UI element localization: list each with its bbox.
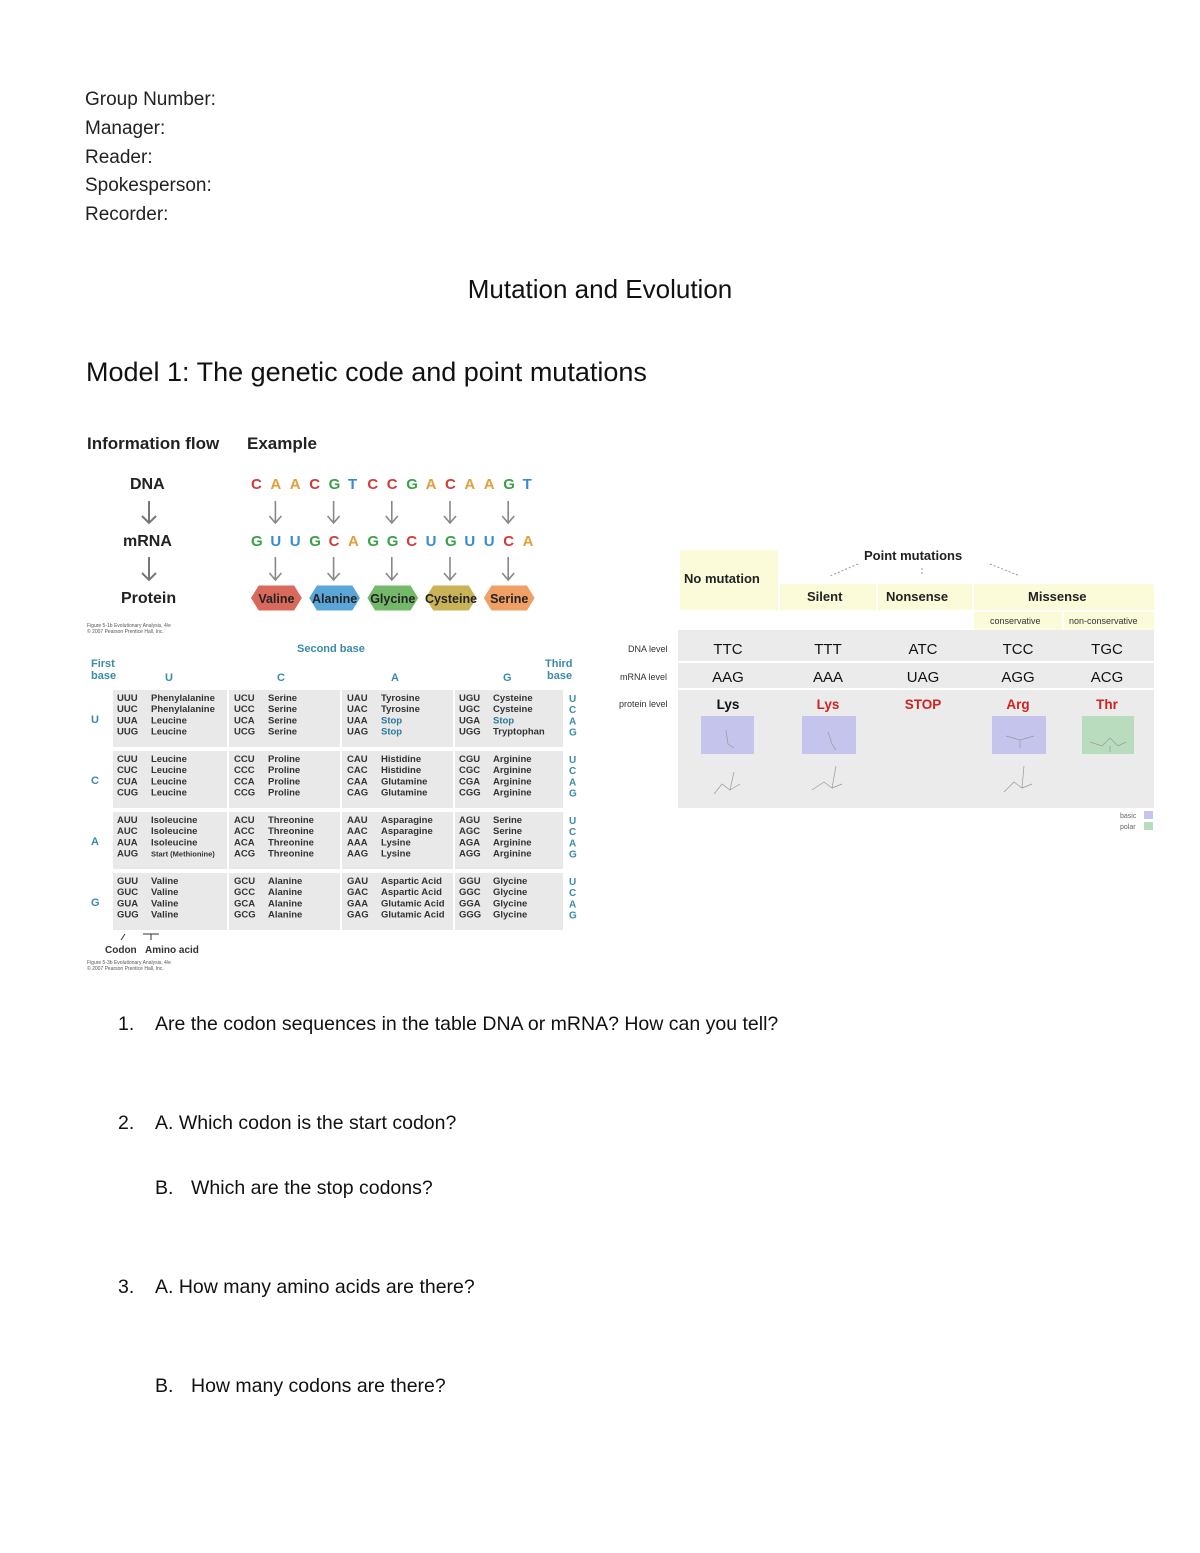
information-flow-figure [85, 425, 545, 640]
amino-acid: Leucine [151, 754, 187, 765]
amino-acid-label: Amino acid [145, 945, 199, 956]
codon: AAC [347, 826, 368, 838]
header-silent: Silent [807, 589, 843, 604]
amino-acid: Asparagine [381, 815, 433, 826]
third-base-label: Third base [545, 658, 573, 682]
mrna-base: C [328, 533, 340, 550]
amino-acid: Stop [381, 715, 403, 727]
codon: UAU [347, 693, 368, 704]
amino-acid: Serine [268, 704, 298, 716]
protein-level-value: Arg [1006, 697, 1030, 712]
group-roles [85, 86, 216, 230]
dna-base: C [367, 476, 379, 493]
codon: UAG [347, 726, 369, 738]
codon-table-caption [87, 960, 171, 972]
codon: GUC [117, 887, 139, 899]
caption-line: © 2007 Pearson Prentice Hall, Inc. [87, 966, 164, 972]
amino-acid: Threonine [268, 848, 314, 860]
amino-acid: Threonine [268, 826, 314, 838]
codon: UUA [117, 715, 138, 727]
third-base-header: U [569, 694, 577, 705]
dna-base: A [483, 476, 495, 493]
sequence-arrow [269, 501, 281, 523]
codon: GUG [117, 909, 139, 921]
sequence-arrow [269, 557, 281, 580]
protein-label: Valine [258, 592, 295, 606]
codon: CAG [347, 787, 369, 799]
codon: UGC [459, 704, 481, 716]
amino-acid: Alanine [268, 887, 303, 899]
codon: CGC [459, 765, 481, 777]
codon-grid [91, 672, 577, 930]
question-1: 1. Are the codon sequences in the table DNA or mRNA? How can you tell? [118, 1013, 779, 1035]
dna-base: C [445, 476, 456, 493]
point-mutations-figure [610, 540, 1170, 840]
codon: GGU [459, 876, 481, 887]
document-title: Mutation and Evolution [467, 274, 733, 304]
codon: CCC [234, 765, 255, 777]
third-base-header: G [569, 849, 577, 861]
first-base-header: C [91, 775, 99, 787]
codon: UGA [459, 715, 481, 727]
amino-acid: Arginine [493, 837, 532, 849]
info-flow-header: Information flow [87, 434, 220, 453]
codon: UCC [234, 704, 255, 716]
amino-acid: Leucine [151, 776, 187, 788]
amino-acid: Glycine [493, 887, 528, 899]
mrna-level-value: AAG [712, 669, 744, 686]
model-title: Model 1: The genetic code and point mutations [86, 357, 647, 387]
role-recorder: Recorder: [85, 204, 169, 226]
amino-acid: Serine [268, 693, 298, 704]
codon: CUG [117, 787, 139, 799]
codon: GUA [117, 898, 139, 910]
codon: CUU [117, 754, 138, 765]
codon: UUG [117, 726, 139, 738]
amino-acid: Valine [151, 898, 179, 910]
mrna-base: U [425, 533, 437, 550]
sequence-arrow [502, 557, 514, 580]
legend-basic-swatch [1144, 811, 1153, 819]
legend-polar-label: polar [1120, 824, 1136, 831]
codon: CUC [117, 765, 138, 777]
amino-acid: Glycine [493, 909, 528, 921]
amino-acid: Serine [493, 826, 523, 838]
amino-acid: Phenylalanine [151, 693, 215, 704]
row-label-protein: protein level [619, 699, 668, 709]
codon: AGG [459, 848, 481, 860]
header-conservative: conservative [990, 616, 1041, 626]
amino-acid: Glycine [493, 876, 528, 887]
codon: UCG [234, 726, 256, 738]
sequence-arrow [386, 557, 398, 580]
amino-acid: Glutamine [381, 776, 428, 788]
amino-acid: Tryptophan [493, 726, 545, 738]
amino-acid: Proline [268, 765, 301, 777]
codon: GAC [347, 887, 369, 899]
dna-base: T [522, 476, 532, 493]
amino-acid: Threonine [268, 815, 314, 826]
codon: UGG [459, 726, 481, 738]
codon: GGA [459, 898, 481, 910]
amino-acid: Valine [151, 876, 179, 887]
codon: ACA [234, 837, 255, 849]
amino-acid: Tyrosine [381, 693, 420, 704]
question-3b: B. How many codons are there? [155, 1375, 446, 1397]
codon: AGU [459, 815, 481, 826]
row-label-mrna: mRNA level [620, 672, 668, 682]
protein-label: Serine [490, 592, 529, 606]
mrna-base: C [406, 533, 418, 550]
amino-acid: Isoleucine [151, 815, 198, 826]
codon: UUC [117, 704, 138, 716]
amino-acid: Valine [151, 887, 179, 899]
codon: GAU [347, 876, 369, 887]
question-2b: B. Which are the stop codons? [155, 1177, 433, 1199]
first-base-header: U [91, 714, 99, 726]
amino-acid: Leucine [151, 787, 187, 799]
third-base-header: A [569, 716, 577, 728]
amino-acid: Arginine [493, 765, 532, 777]
dna-base: A [270, 476, 282, 493]
pm-title-lines [830, 564, 1020, 576]
third-base-header: A [569, 899, 577, 911]
role-spokesperson: Spokesperson: [85, 175, 212, 197]
lys-structure-box [701, 716, 754, 754]
third-base-header: U [569, 877, 577, 888]
codon: AGC [459, 826, 481, 838]
mrna-level-value: UAG [906, 669, 940, 686]
dna-level-value: ATC [908, 641, 938, 658]
first-base-header: G [91, 897, 100, 909]
sequence-arrow [502, 501, 514, 523]
amino-acid: Isoleucine [151, 826, 198, 838]
codon: CAC [347, 765, 368, 777]
codon: CGA [459, 776, 481, 788]
amino-acid: Start (Methionine) [151, 849, 215, 859]
dna-base: G [328, 476, 341, 493]
role-reader: Reader: [85, 146, 153, 168]
dna-base: A [289, 476, 301, 493]
dna-base: A [464, 476, 476, 493]
codon: GGG [459, 909, 482, 921]
amino-acid: Lysine [381, 837, 411, 849]
amino-acid: Glutamic Acid [381, 909, 445, 921]
second-base-header: U [165, 672, 173, 684]
codon: CUA [117, 776, 138, 788]
dna-base: C [386, 476, 398, 493]
codon: AAU [347, 815, 368, 826]
first-base-header: A [91, 836, 99, 848]
codon: ACU [234, 815, 255, 826]
legend-basic-label: basic [1120, 813, 1137, 820]
third-base-header: C [569, 766, 577, 778]
third-base-header: G [569, 788, 577, 800]
mrna-base: U [483, 533, 495, 550]
codon: GCG [234, 909, 256, 921]
codon-label: Codon [105, 945, 137, 956]
codon: UUU [117, 693, 138, 704]
amino-acid: Leucine [151, 726, 187, 738]
dna-level-value: TTC [713, 641, 743, 658]
third-base-header: C [569, 705, 577, 717]
codon: GCU [234, 876, 256, 887]
amino-acid: Leucine [151, 715, 187, 727]
protein-level-value: Lys [816, 697, 840, 712]
header-non-conservative: non-conservative [1069, 616, 1138, 626]
dna-base: G [406, 476, 418, 493]
thr-structure-box [1082, 716, 1134, 754]
third-base-header: G [569, 910, 577, 922]
mrna-sequence [251, 533, 534, 550]
dna-base: T [348, 476, 358, 493]
third-base-header: A [569, 777, 577, 789]
header-nonsense: Nonsense [886, 589, 949, 604]
sequence-arrow [444, 501, 456, 523]
amino-acid: Glutamic Acid [381, 898, 445, 910]
role-manager: Manager: [85, 117, 166, 139]
header-no-mutation: No mutation [684, 571, 760, 586]
amino-acid: Lysine [381, 848, 411, 860]
header-missense: Missense [1028, 589, 1087, 604]
amino-acid: Serine [493, 815, 523, 826]
amino-acid: Phenylalanine [151, 704, 215, 716]
amino-acid: Histidine [381, 765, 422, 777]
amino-acid: Arginine [493, 848, 532, 860]
codon: UGU [459, 693, 481, 704]
amino-acid: Glutamine [381, 787, 428, 799]
amino-acid: Arginine [493, 754, 532, 765]
codon: AGA [459, 837, 481, 849]
level-protein: Protein [121, 590, 177, 607]
protein-label: Alanine [312, 592, 358, 606]
codon: AUA [117, 837, 138, 849]
mrna-base: G [445, 533, 457, 550]
codon: CGU [459, 754, 481, 765]
amino-acid: Proline [268, 787, 301, 799]
amino-acid: Stop [381, 726, 403, 738]
dna-base: G [503, 476, 515, 493]
codon: AAG [347, 848, 369, 860]
protein-level-value: Thr [1096, 697, 1118, 712]
amino-acid: Alanine [268, 909, 303, 921]
mrna-level-value: AGG [1001, 669, 1035, 686]
codon: UAC [347, 704, 368, 716]
second-base-label: Second base [297, 643, 365, 655]
third-base-header: C [569, 827, 577, 839]
codon: GCC [234, 887, 256, 899]
dna-level-value: TTT [814, 641, 842, 658]
amino-acid: Alanine [268, 876, 303, 887]
third-base-header: U [569, 816, 577, 827]
codon: AAA [347, 837, 368, 849]
mrna-base: U [464, 533, 476, 550]
point-mutations-title: Point mutations [864, 548, 963, 563]
codon: AUG [117, 848, 139, 860]
amino-acid: Proline [268, 776, 301, 788]
codon: ACG [234, 848, 256, 860]
second-base-header: G [503, 672, 512, 684]
sequence-arrow [328, 557, 340, 580]
amino-acid: Valine [151, 909, 179, 921]
level-dna: DNA [130, 476, 165, 493]
protein-label: Cysteine [424, 592, 478, 606]
dna-sequence [251, 476, 532, 493]
protein-label: Glycine [370, 592, 416, 606]
codon: GUU [117, 876, 139, 887]
codon: ACC [234, 826, 255, 838]
codon: GAA [347, 898, 369, 910]
codon: CCG [234, 787, 256, 799]
amino-acid: Threonine [268, 837, 314, 849]
figure-caption [87, 623, 171, 635]
codon: GGC [459, 887, 481, 899]
amino-acid: Alanine [268, 898, 303, 910]
role-group-number: Group Number: [85, 89, 216, 110]
codon: AUU [117, 815, 138, 826]
caption-line: © 2007 Pearson Prentice Hall, Inc. [87, 629, 164, 635]
amino-acid: Aspartic Acid [381, 887, 442, 899]
amino-acid: Proline [268, 754, 301, 765]
amino-acid: Isoleucine [151, 837, 198, 849]
codon: CCU [234, 754, 255, 765]
mrna-base: G [367, 533, 380, 550]
codon: GAG [347, 909, 369, 921]
mrna-base: A [522, 533, 534, 550]
amino-acid: Tyrosine [381, 704, 420, 716]
second-base-header: C [277, 672, 285, 684]
caption-line: Figure 5-1b Evolutionary Analysis, 4/e [87, 623, 171, 629]
sequence-arrow [444, 557, 456, 580]
legend-polar-swatch [1144, 822, 1153, 830]
sequence-arrow [386, 501, 398, 523]
mrna-base: C [503, 533, 515, 550]
caption-line: Figure 5-3b Evolutionary Analysis, 4/e [87, 960, 171, 966]
mrna-level-value: AAA [812, 669, 844, 686]
codon: CCA [234, 776, 255, 788]
mrna-base: G [251, 533, 263, 550]
amino-acid: Arginine [493, 787, 532, 799]
amino-acid: Serine [268, 726, 298, 738]
amino-acid: Serine [268, 715, 298, 727]
codon: CAA [347, 776, 368, 788]
protein-level-value: Lys [716, 697, 740, 712]
codon: UAA [347, 715, 368, 727]
protein-level-value: STOP [904, 697, 942, 712]
codon: GCA [234, 898, 256, 910]
amino-acid: Stop [493, 715, 515, 727]
dna-base: C [309, 476, 321, 493]
amino-acid: Cysteine [493, 693, 533, 704]
codon-pointer [121, 934, 159, 940]
mrna-base: G [309, 533, 321, 550]
codon: CGG [459, 787, 481, 799]
level-mrna: mRNA [123, 533, 172, 550]
amino-acid: Leucine [151, 765, 187, 777]
third-base-header: U [569, 755, 577, 766]
mrna-base: U [289, 533, 301, 550]
questions [118, 1010, 1118, 1410]
mrna-base: A [348, 533, 359, 550]
amino-acid: Arginine [493, 776, 532, 788]
dna-base: C [251, 476, 262, 493]
codon: CAU [347, 754, 368, 765]
mrna-base: G [386, 533, 399, 550]
mrna-level-value: ACG [1090, 669, 1124, 686]
amino-acid: Cysteine [493, 704, 533, 716]
third-base-header: G [569, 727, 577, 739]
sequence-arrow [328, 501, 340, 523]
dna-base: A [425, 476, 437, 493]
dna-level-value: TGC [1091, 641, 1123, 658]
amino-acid: Glycine [493, 898, 528, 910]
mrna-base: U [270, 533, 282, 550]
codon: UCU [234, 693, 255, 704]
third-base-header: C [569, 888, 577, 900]
question-3a: 3. A. How many amino acids are there? [118, 1276, 475, 1298]
codon: AUC [117, 826, 138, 838]
protein-chain [250, 585, 535, 611]
arg-structure-box [992, 716, 1046, 754]
amino-acid: Histidine [381, 754, 422, 765]
first-base-label: First base [91, 658, 117, 682]
amino-acid: Asparagine [381, 826, 433, 838]
example-header: Example [247, 434, 317, 453]
question-2a: 2. A. Which codon is the start codon? [118, 1112, 457, 1134]
row-label-dna: DNA level [628, 644, 668, 654]
second-base-header: A [391, 672, 399, 684]
codon-table [85, 640, 595, 985]
third-base-header: A [569, 838, 577, 850]
dna-level-value: TCC [1002, 641, 1034, 658]
codon: UCA [234, 715, 255, 727]
amino-acid: Aspartic Acid [381, 876, 442, 887]
